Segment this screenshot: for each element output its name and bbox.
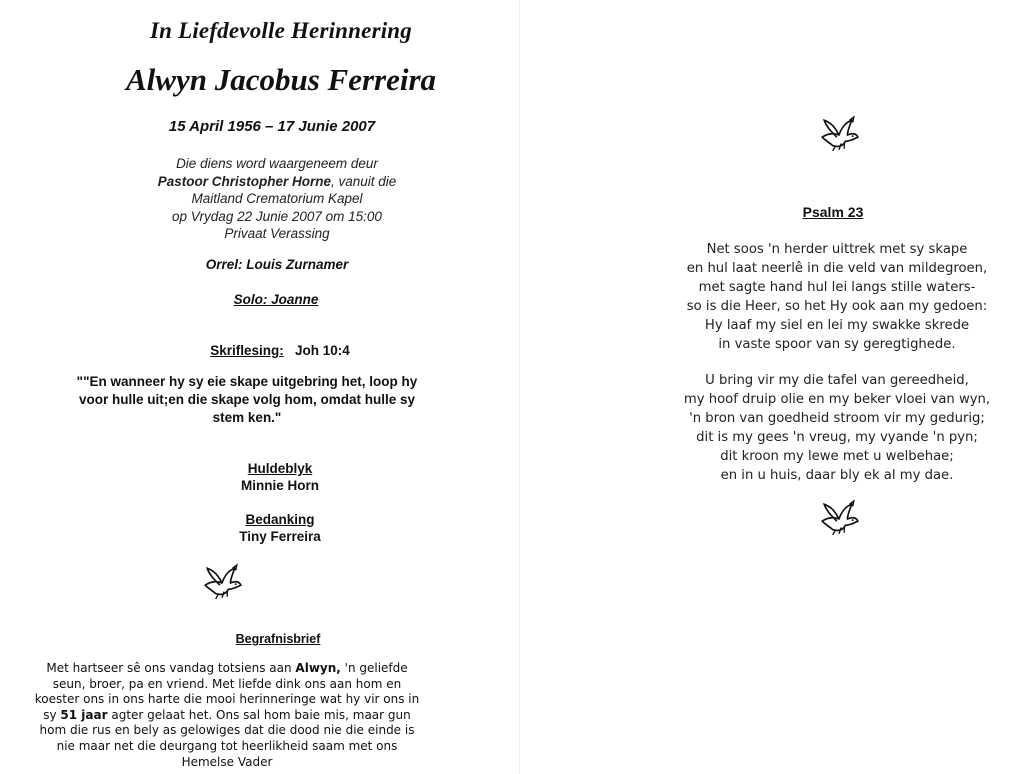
- soloist: [0, 292, 520, 307]
- verse-line: so is die Heer, so het Hy ook aan my gedoen:: [686, 299, 988, 315]
- service-line: Privaat Verassing: [224, 226, 330, 241]
- verse-line: en in u huis, daar bly ek al my dae.: [720, 468, 954, 484]
- psalm-verse-1: [650, 240, 1024, 355]
- soloist-text: Solo: Joanne: [233, 292, 319, 307]
- verse-line: dit kroon my lewe met u welbehae;: [720, 449, 954, 465]
- dove-icon: [817, 498, 861, 538]
- verse-line: dit is my gees 'n vreug, my vyande 'n pyn;: [696, 430, 978, 446]
- pastor-name: Pastoor Christopher Horne: [157, 173, 331, 189]
- psalm-title: [520, 204, 1024, 220]
- letter-years: 51 jaar: [60, 707, 108, 722]
- scripture-quote: ""En wanneer hy sy eie skape uitgebring het, loop hy voor hulle uit;en die skape volg hom, omdat hulle sy stem ken.": [76, 374, 418, 425]
- scripture-label: Skriflesing:: [210, 343, 284, 358]
- service-details: [0, 155, 520, 243]
- verse-line: met sagte hand hul lei langs stille waters-: [698, 280, 976, 296]
- life-dates: 15 April 1956 – 17 Junie 2007: [168, 118, 376, 135]
- tribute-label: Huldeblyk: [247, 461, 313, 476]
- service-line: [34, 173, 520, 191]
- letter-text: 'n geliefde seun, broer, pa en vriend. Met liefde dink ons aan hom en koester ons in ons harte die mooi herinneringe wat hy vir ons in sy: [34, 661, 420, 722]
- thanks-name: Tiny Ferreira: [239, 529, 321, 544]
- funeral-letter-body: [32, 661, 422, 770]
- tribute-name: Minnie Horn: [241, 478, 319, 493]
- service-line: op Vrydag 22 Junie 2007 om 15:00: [172, 208, 382, 224]
- right-page: [520, 0, 1024, 774]
- verse-line: Net soos 'n herder uittrek met sy skape: [706, 242, 968, 257]
- letter-text: Met hartseer sê ons vandag totsiens aan: [46, 661, 296, 675]
- letter-text: agter gelaat het. Ons sal hom baie mis, maar gun hom die rus en bely as gelowiges dat die dood nie die einde is nie maar net die deurgang tot heerlikheid saam met ons Hemelse Vader: [39, 707, 415, 769]
- memorial-heading: In Liefdevolle Herinnering: [149, 18, 413, 43]
- verse-line: U bring vir my die tafel van gereedheid,: [705, 373, 969, 388]
- funeral-letter-title-text: Begrafnisbrief: [235, 632, 321, 646]
- service-suffix: , vanuit die: [330, 173, 397, 189]
- thanks-label: Bedanking: [245, 512, 315, 527]
- dove-icon: [200, 562, 244, 602]
- verse-line: 'n bron van goedheid stroom vir my gedurig;: [689, 411, 985, 427]
- service-line: Maitland Crematorium Kapel: [191, 191, 363, 206]
- letter-name: Alwyn,: [295, 661, 341, 675]
- deceased-name: Alwyn Jacobus Ferreira: [125, 62, 437, 97]
- psalm-verse-2: [650, 371, 1024, 486]
- funeral-letter-title: [0, 632, 520, 646]
- scripture-ref: Joh 10:4: [295, 343, 350, 358]
- tribute: [0, 460, 520, 494]
- verse-line: Hy laaf my siel en lei my swakke skrede: [704, 318, 970, 334]
- service-line: Die diens word waargeneem deur: [176, 156, 378, 171]
- verse-line: my hoof druip olie en my beker vloei van wyn,: [683, 392, 991, 408]
- dove-icon: [817, 114, 861, 154]
- verse-line: en hul laat neerlê in die veld van mildegroen,: [686, 261, 988, 277]
- psalm-title-text: Psalm 23: [802, 204, 864, 220]
- scripture-reading: [0, 343, 520, 358]
- thanks: [0, 511, 520, 545]
- verse-line: in vaste spoor van sy geregtighede.: [718, 337, 956, 353]
- organist: Orrel: Louis Zurnamer: [205, 257, 349, 272]
